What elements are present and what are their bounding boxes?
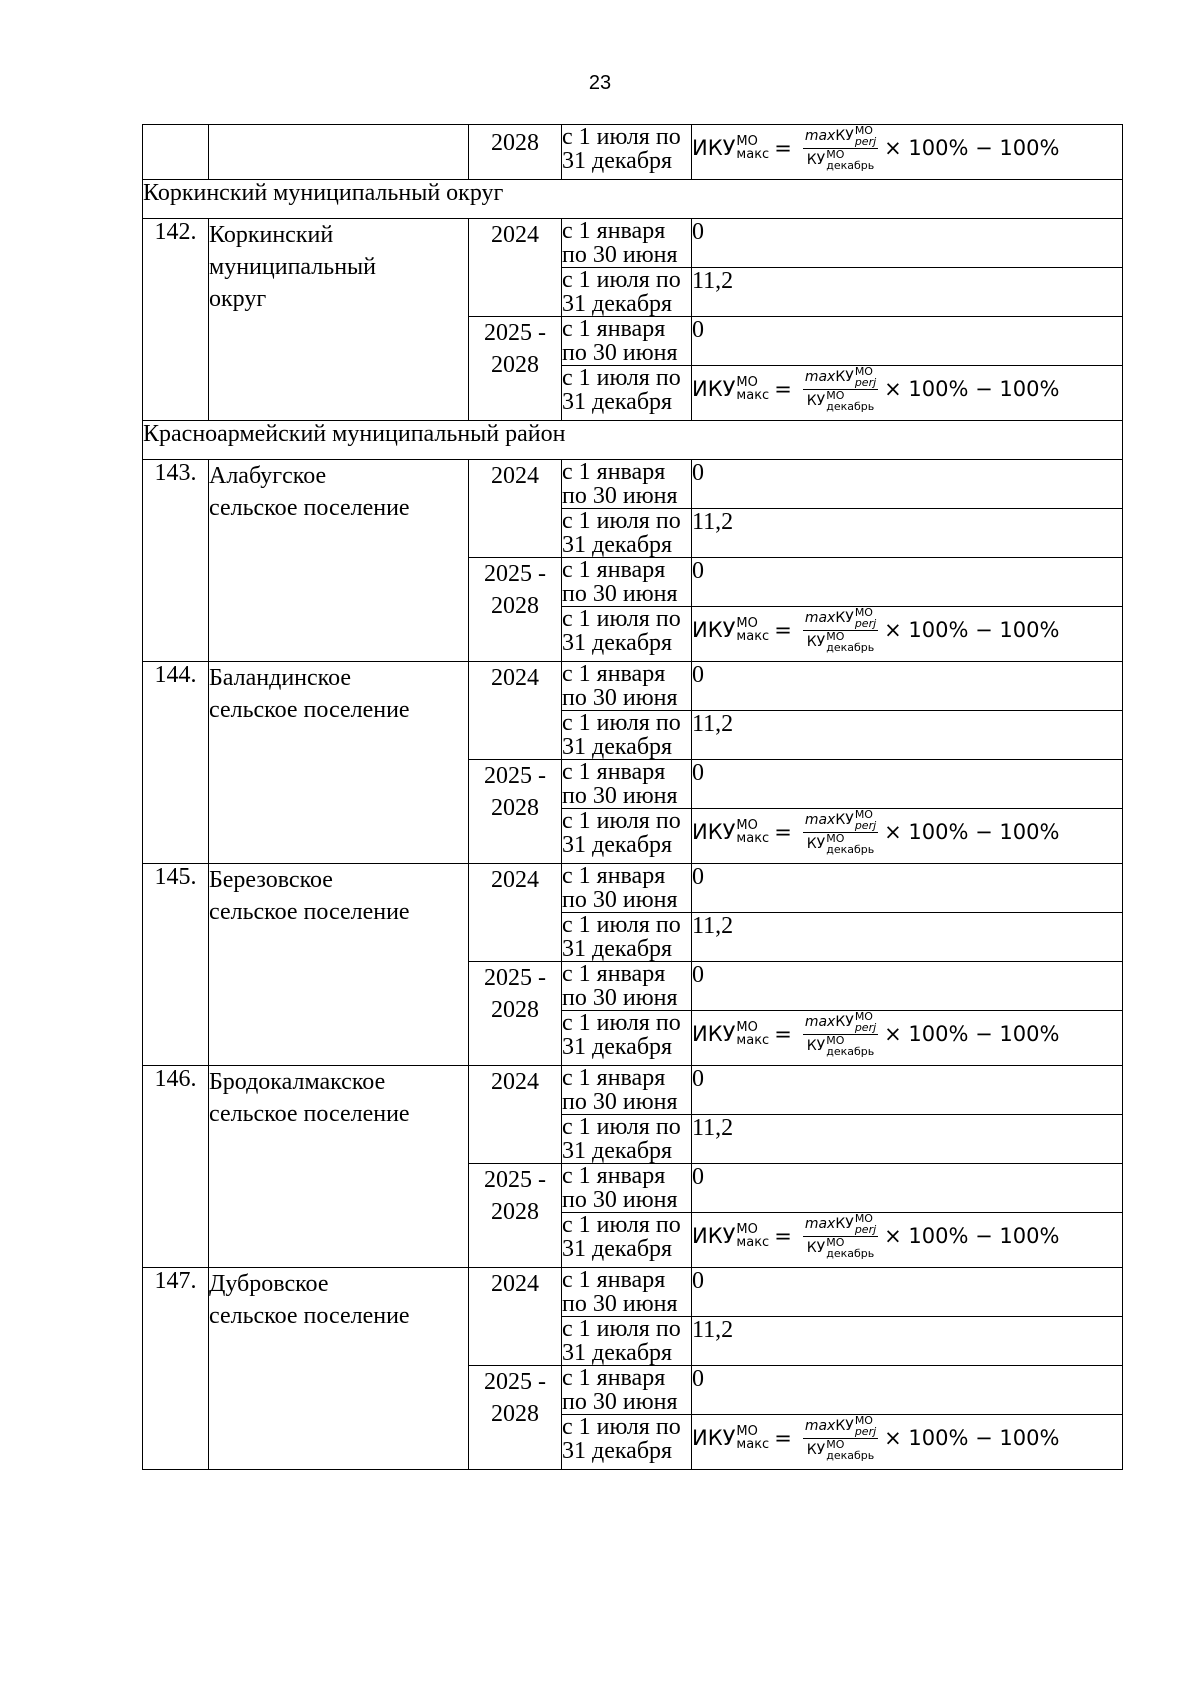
value-cell: 0 xyxy=(692,317,1123,366)
year-cell: 2024 xyxy=(469,1268,562,1366)
period-cell: с 1 января по 30 июня xyxy=(562,219,692,268)
year-cell: 2024 xyxy=(469,460,562,558)
formula-num-sub: perj xyxy=(854,1425,877,1438)
formula-num-sup: МО xyxy=(854,124,873,137)
period-cell: с 1 января по 30 июня xyxy=(562,1066,692,1115)
name-cell: Березовское сельское поселение xyxy=(209,864,469,1066)
formula-lhs-sub: макс xyxy=(736,629,770,644)
table-row xyxy=(143,125,1123,180)
formula-fraction xyxy=(803,1415,878,1461)
formula-tail: × 100% − 100% xyxy=(884,618,1060,642)
formula-lhs-sup: МО xyxy=(736,1424,758,1439)
formula-fraction xyxy=(803,607,878,653)
value-cell: 11,2 xyxy=(692,1115,1123,1164)
value-cell: 11,2 xyxy=(692,509,1123,558)
formula-den-sup: МО xyxy=(826,148,845,161)
formula-lhs-sub: макс xyxy=(736,831,770,846)
formula xyxy=(692,1415,1059,1461)
section-title: Коркинский муниципальный округ xyxy=(143,180,1123,219)
period-cell: с 1 июля по 31 декабря xyxy=(562,1415,692,1470)
name-cell: Коркинский муниципальный округ xyxy=(209,219,469,421)
formula-cell xyxy=(692,809,1123,864)
name-cell: Баландинское сельское поселение xyxy=(209,662,469,864)
year-cell: 2024 xyxy=(469,1066,562,1164)
formula-den-ku: КУ xyxy=(806,152,826,168)
year-cell: 2025 - 2028 xyxy=(469,1164,562,1268)
table-row xyxy=(143,1066,1123,1115)
section-title: Красноармейский муниципальный район xyxy=(143,421,1123,460)
tariff-table xyxy=(142,124,1123,1470)
formula-equals: = xyxy=(774,618,792,642)
table-row xyxy=(143,1268,1123,1317)
formula-lhs-sup: МО xyxy=(736,134,758,149)
formula-num-sup: МО xyxy=(854,1212,873,1225)
formula-lhs: ИКУ xyxy=(692,618,736,642)
period-cell: с 1 января по 30 июня xyxy=(562,317,692,366)
formula-num-sup: МО xyxy=(854,808,873,821)
formula-den-sup: МО xyxy=(826,389,845,402)
formula-num-max: max xyxy=(804,1014,836,1030)
period-cell: с 1 января по 30 июня xyxy=(562,1164,692,1213)
year-cell: 2028 xyxy=(469,125,562,180)
formula-num-max: max xyxy=(804,128,836,144)
formula-num-max: max xyxy=(804,1216,836,1232)
year-cell: 2025 - 2028 xyxy=(469,1366,562,1470)
period-cell: с 1 июля по 31 декабря xyxy=(562,366,692,421)
formula-fraction xyxy=(803,125,878,171)
value-cell: 0 xyxy=(692,1066,1123,1115)
formula-num-ku: КУ xyxy=(835,1014,854,1030)
period-cell: с 1 июля по 31 декабря xyxy=(562,607,692,662)
year-cell: 2025 - 2028 xyxy=(469,317,562,421)
period-cell: с 1 июля по 31 декабря xyxy=(562,1011,692,1066)
formula-num-sup: МО xyxy=(854,1414,873,1427)
formula-lhs-sub: макс xyxy=(736,147,770,162)
formula-num-max: max xyxy=(804,1418,836,1434)
year-cell: 2025 - 2028 xyxy=(469,962,562,1066)
formula-den-ku: КУ xyxy=(806,836,826,852)
formula-num-ku: КУ xyxy=(835,369,854,385)
name-cell xyxy=(209,125,469,180)
value-cell: 0 xyxy=(692,1268,1123,1317)
formula-tail: × 100% − 100% xyxy=(884,1426,1060,1450)
formula-lhs: ИКУ xyxy=(692,1022,736,1046)
period-cell: с 1 января по 30 июня xyxy=(562,760,692,809)
formula-num-ku: КУ xyxy=(835,1216,854,1232)
value-cell: 0 xyxy=(692,1164,1123,1213)
formula-num-sub: perj xyxy=(854,376,877,389)
period-cell: с 1 июля по 31 декабря xyxy=(562,1317,692,1366)
formula-equals: = xyxy=(774,377,792,401)
formula-lhs-sup: МО xyxy=(736,616,758,631)
value-cell: 0 xyxy=(692,662,1123,711)
formula-lhs-sup: МО xyxy=(736,818,758,833)
formula-num-sub: perj xyxy=(854,819,877,832)
formula-lhs: ИКУ xyxy=(692,377,736,401)
formula-den-ku: КУ xyxy=(806,1240,826,1256)
period-cell: с 1 января по 30 июня xyxy=(562,460,692,509)
formula-tail: × 100% − 100% xyxy=(884,136,1060,160)
section-row xyxy=(143,180,1123,219)
formula xyxy=(692,607,1059,653)
formula-num-max: max xyxy=(804,812,836,828)
number-cell: 144. xyxy=(143,662,209,864)
formula-num-sub: perj xyxy=(854,1223,877,1236)
value-cell: 0 xyxy=(692,558,1123,607)
table-row xyxy=(143,460,1123,509)
formula-num-ku: КУ xyxy=(835,610,854,626)
year-cell: 2024 xyxy=(469,219,562,317)
formula-den-sup: МО xyxy=(826,1438,845,1451)
number-cell: 143. xyxy=(143,460,209,662)
period-cell: с 1 июля по 31 декабря xyxy=(562,711,692,760)
name-cell: Бродокалмакское сельское поселение xyxy=(209,1066,469,1268)
formula-lhs: ИКУ xyxy=(692,820,736,844)
formula-fraction xyxy=(803,809,878,855)
formula-den-sub: декабрь xyxy=(826,1449,875,1462)
period-cell: с 1 июля по 31 декабря xyxy=(562,509,692,558)
formula-num-sub: perj xyxy=(854,135,877,148)
year-cell: 2025 - 2028 xyxy=(469,760,562,864)
formula-fraction xyxy=(803,366,878,412)
formula-tail: × 100% − 100% xyxy=(884,820,1060,844)
formula-lhs: ИКУ xyxy=(692,1224,736,1248)
formula-cell xyxy=(692,1213,1123,1268)
formula-num-sup: МО xyxy=(854,606,873,619)
formula-den-sub: декабрь xyxy=(826,1247,875,1260)
formula-cell xyxy=(692,366,1123,421)
number-cell: 147. xyxy=(143,1268,209,1470)
formula-den-ku: КУ xyxy=(806,1038,826,1054)
period-cell: с 1 июля по 31 декабря xyxy=(562,1213,692,1268)
value-cell: 0 xyxy=(692,864,1123,913)
formula-num-sup: МО xyxy=(854,1010,873,1023)
formula-den-sub: декабрь xyxy=(826,1045,875,1058)
table-row xyxy=(143,219,1123,268)
formula-den-sub: декабрь xyxy=(826,641,875,654)
formula-lhs-sub: макс xyxy=(736,1033,770,1048)
period-cell: с 1 июля по 31 декабря xyxy=(562,268,692,317)
formula-lhs: ИКУ xyxy=(692,136,736,160)
formula-equals: = xyxy=(774,136,792,160)
formula-num-sub: perj xyxy=(854,617,877,630)
formula-lhs-sup: МО xyxy=(736,1222,758,1237)
formula-tail: × 100% − 100% xyxy=(884,1224,1060,1248)
formula-lhs-sub: макс xyxy=(736,1437,770,1452)
formula-equals: = xyxy=(774,1224,792,1248)
formula-cell xyxy=(692,1011,1123,1066)
value-cell: 0 xyxy=(692,1366,1123,1415)
formula-num-max: max xyxy=(804,369,836,385)
formula-den-ku: КУ xyxy=(806,1442,826,1458)
formula-fraction xyxy=(803,1213,878,1259)
formula-equals: = xyxy=(774,1426,792,1450)
number-cell xyxy=(143,125,209,180)
formula-den-ku: КУ xyxy=(806,634,826,650)
name-cell: Дубровское сельское поселение xyxy=(209,1268,469,1470)
formula-den-sub: декабрь xyxy=(826,159,875,172)
formula-fraction xyxy=(803,1011,878,1057)
formula-lhs-sub: макс xyxy=(736,388,770,403)
formula-cell xyxy=(692,607,1123,662)
formula-tail: × 100% − 100% xyxy=(884,377,1060,401)
formula-den-sup: МО xyxy=(826,630,845,643)
formula-num-max: max xyxy=(804,610,836,626)
formula-den-sup: МО xyxy=(826,832,845,845)
period-cell: с 1 января по 30 июня xyxy=(562,1366,692,1415)
formula-den-sub: декабрь xyxy=(826,843,875,856)
formula-den-sub: декабрь xyxy=(826,400,875,413)
period-cell: с 1 января по 30 июня xyxy=(562,1268,692,1317)
period-cell: с 1 января по 30 июня xyxy=(562,864,692,913)
formula-lhs-sup: МО xyxy=(736,1020,758,1035)
formula xyxy=(692,1011,1059,1057)
formula-den-sup: МО xyxy=(826,1034,845,1047)
period-cell: с 1 июля по 31 декабря xyxy=(562,809,692,864)
number-cell: 142. xyxy=(143,219,209,421)
formula-cell xyxy=(692,1415,1123,1470)
formula-den-sup: МО xyxy=(826,1236,845,1249)
formula-lhs: ИКУ xyxy=(692,1426,736,1450)
formula-den-ku: КУ xyxy=(806,393,826,409)
value-cell: 11,2 xyxy=(692,1317,1123,1366)
value-cell: 0 xyxy=(692,962,1123,1011)
value-cell: 11,2 xyxy=(692,913,1123,962)
formula xyxy=(692,125,1059,171)
formula xyxy=(692,809,1059,855)
formula-tail: × 100% − 100% xyxy=(884,1022,1060,1046)
formula xyxy=(692,1213,1059,1259)
section-row xyxy=(143,421,1123,460)
period-cell: с 1 января по 30 июня xyxy=(562,662,692,711)
value-cell: 11,2 xyxy=(692,711,1123,760)
name-cell: Алабугское сельское поселение xyxy=(209,460,469,662)
formula-num-ku: КУ xyxy=(835,1418,854,1434)
year-cell: 2024 xyxy=(469,662,562,760)
period-cell: с 1 июля по 31 декабря xyxy=(562,1115,692,1164)
year-cell: 2025 - 2028 xyxy=(469,558,562,662)
formula-cell xyxy=(692,125,1123,180)
table-row xyxy=(143,662,1123,711)
number-cell: 145. xyxy=(143,864,209,1066)
formula-equals: = xyxy=(774,820,792,844)
table-row xyxy=(143,864,1123,913)
number-cell: 146. xyxy=(143,1066,209,1268)
formula-equals: = xyxy=(774,1022,792,1046)
formula-num-ku: КУ xyxy=(835,812,854,828)
formula-num-sup: МО xyxy=(854,365,873,378)
period-cell: с 1 июля по 31 декабря xyxy=(562,125,692,180)
value-cell: 0 xyxy=(692,219,1123,268)
formula xyxy=(692,366,1059,412)
period-cell: с 1 января по 30 июня xyxy=(562,558,692,607)
period-cell: с 1 июля по 31 декабря xyxy=(562,913,692,962)
formula-num-ku: КУ xyxy=(835,128,854,144)
value-cell: 0 xyxy=(692,460,1123,509)
period-cell: с 1 января по 30 июня xyxy=(562,962,692,1011)
formula-lhs-sup: МО xyxy=(736,375,758,390)
year-cell: 2024 xyxy=(469,864,562,962)
formula-num-sub: perj xyxy=(854,1021,877,1034)
value-cell: 0 xyxy=(692,760,1123,809)
value-cell: 11,2 xyxy=(692,268,1123,317)
page-number: 23 xyxy=(588,72,612,94)
formula-lhs-sub: макс xyxy=(736,1235,770,1250)
